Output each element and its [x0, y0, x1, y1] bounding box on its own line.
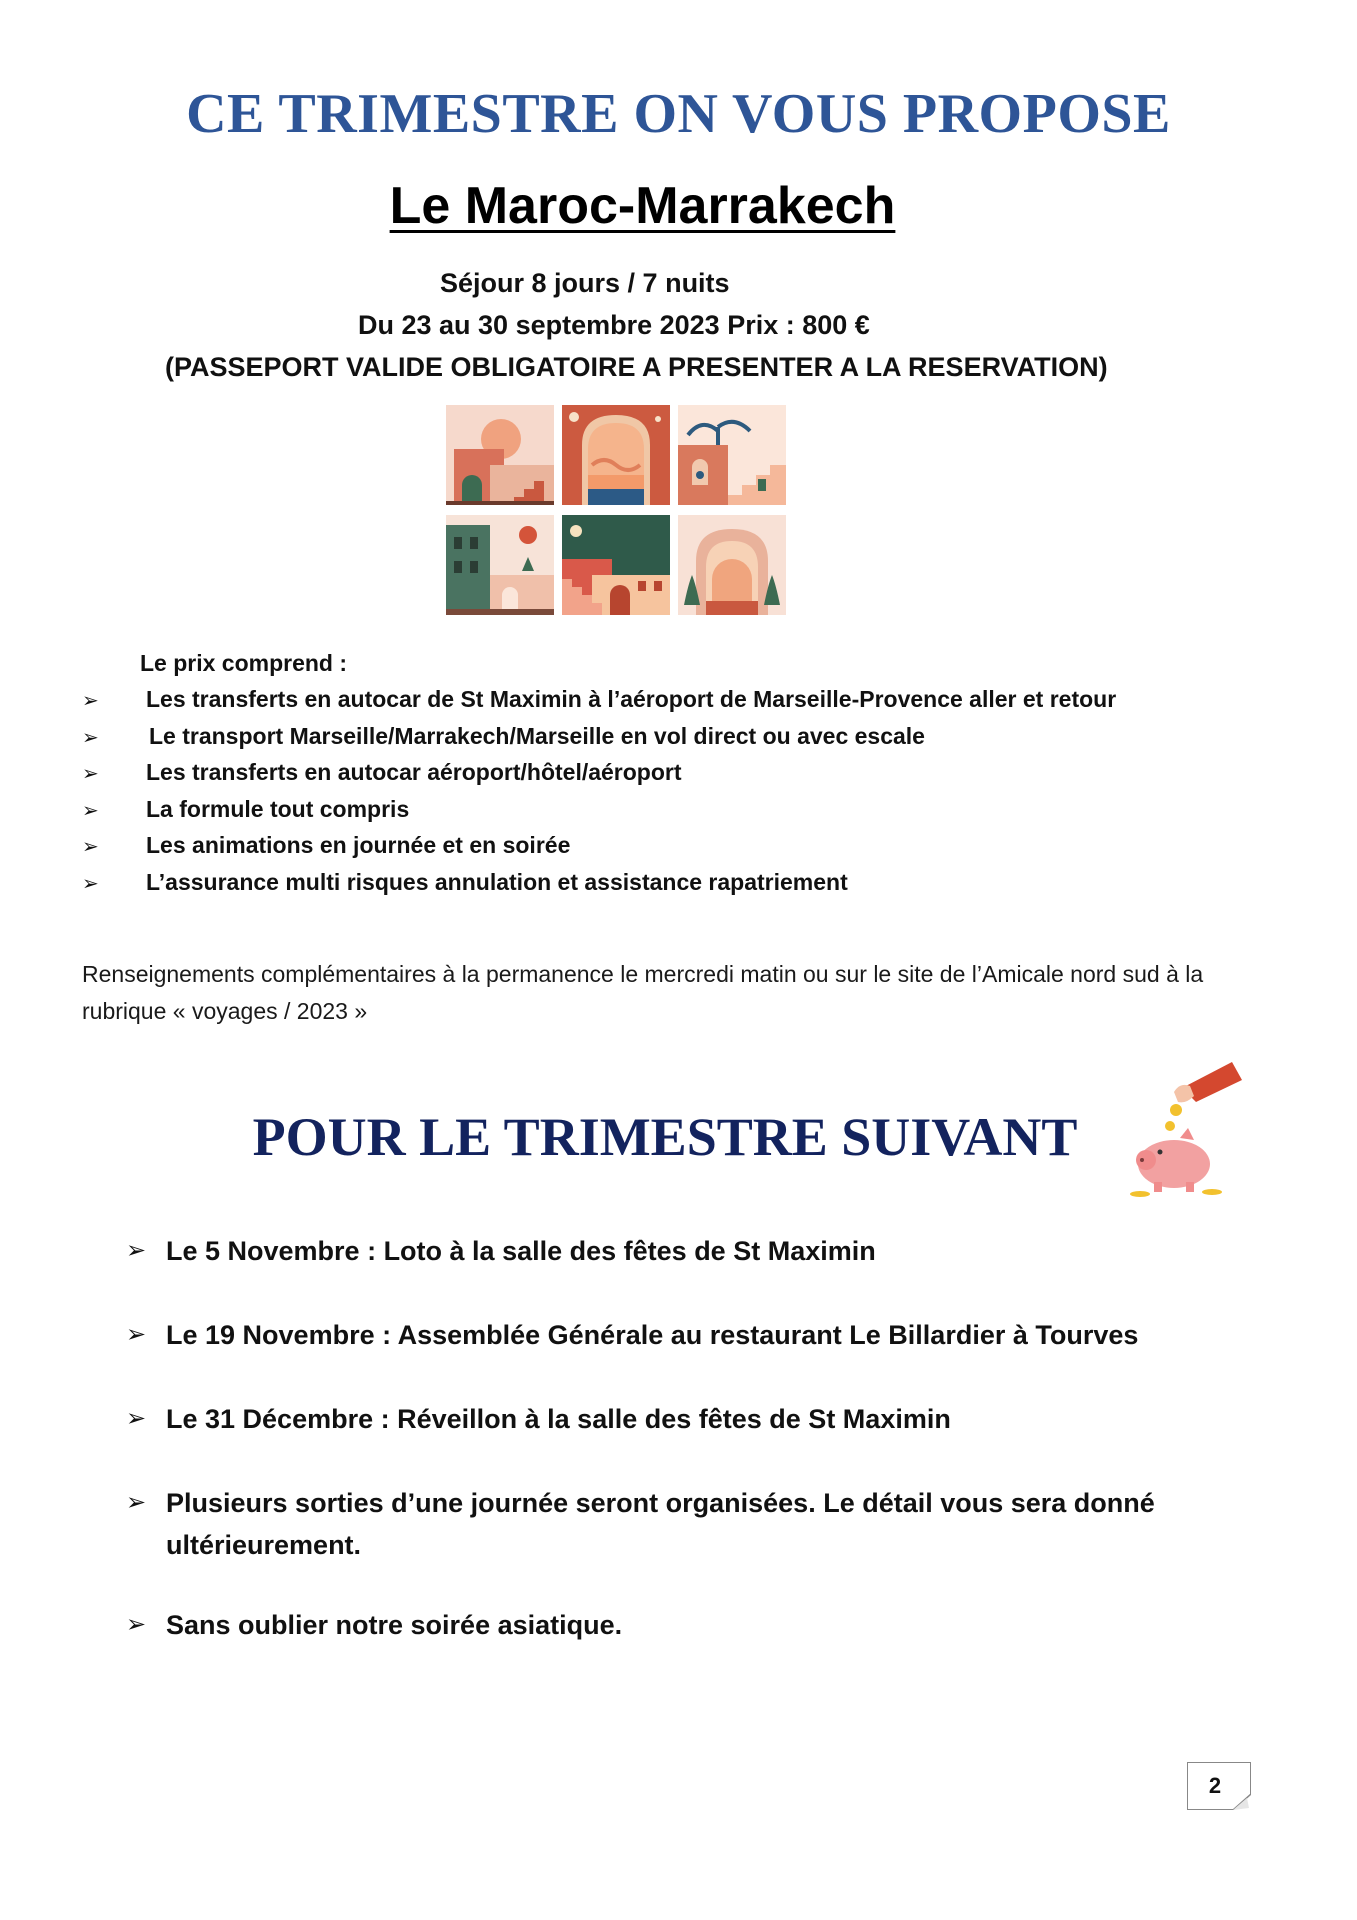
arrow-bullet-icon: ➢ — [126, 1489, 147, 1516]
arrow-bullet-icon: ➢ — [126, 1321, 147, 1348]
next-quarter-list — [126, 1230, 1236, 1688]
page-curl-icon — [1233, 1794, 1251, 1810]
stay-duration: Séjour 8 jours / 7 nuits — [440, 268, 730, 298]
arrow-bullet-icon: ➢ — [82, 726, 99, 749]
arrow-bullet-icon: ➢ — [126, 1405, 147, 1432]
list-item: ➢ Plusieurs sorties d’une journée seront organisées. Le détail vous sera donné ultérieurement. — [126, 1482, 1236, 1566]
arrow-bullet-icon: ➢ — [82, 836, 99, 858]
list-item: ➢ Sans oublier notre soirée asiatique. — [126, 1604, 1236, 1646]
arrow-bullet-icon: ➢ — [126, 1611, 147, 1638]
list-item: ➢ Le 19 Novembre : Assemblée Générale au restaurant Le Billardier à Tourves — [126, 1314, 1236, 1356]
arrow-bullet-icon: ➢ — [82, 690, 99, 712]
dates-price: Du 23 au 30 septembre 2023 Prix : 800 € — [358, 310, 870, 340]
piggy-bank-icon — [1120, 1052, 1250, 1207]
main-title: CE TRIMESTRE ON VOUS PROPOSE — [186, 83, 1171, 145]
arrow-bullet-icon: ➢ — [82, 872, 99, 895]
marrakech-illustration-icon — [446, 405, 786, 620]
page-number-box — [1187, 1762, 1251, 1810]
arrow-bullet-icon: ➢ — [126, 1237, 147, 1264]
destination-title: Le Maroc-Marrakech — [389, 177, 896, 235]
list-item: ➢ Le 5 Novembre : Loto à la salle des fêtes de St Maximin — [126, 1230, 1236, 1272]
arrow-bullet-icon: ➢ — [82, 799, 99, 822]
page-number: 2 — [1208, 1773, 1222, 1798]
next-quarter-title: POUR LE TRIMESTRE SUIVANT — [252, 1107, 1078, 1167]
includes-title: Le prix comprend : — [140, 650, 348, 676]
passport-notice: (PASSEPORT VALIDE OBLIGATOIRE A PRESENTER A LA RESERVATION) — [165, 352, 1108, 382]
list-item: ➢ Le 31 Décembre : Réveillon à la salle des fêtes de St Maximin — [126, 1398, 1236, 1440]
arrow-bullet-icon: ➢ — [82, 763, 99, 785]
info-paragraph: Renseignements complémentaires à la permanence le mercredi matin ou sur le site de l’Amicale nord sud à la rubrique « voyages / 2023 » — [82, 961, 1204, 1024]
